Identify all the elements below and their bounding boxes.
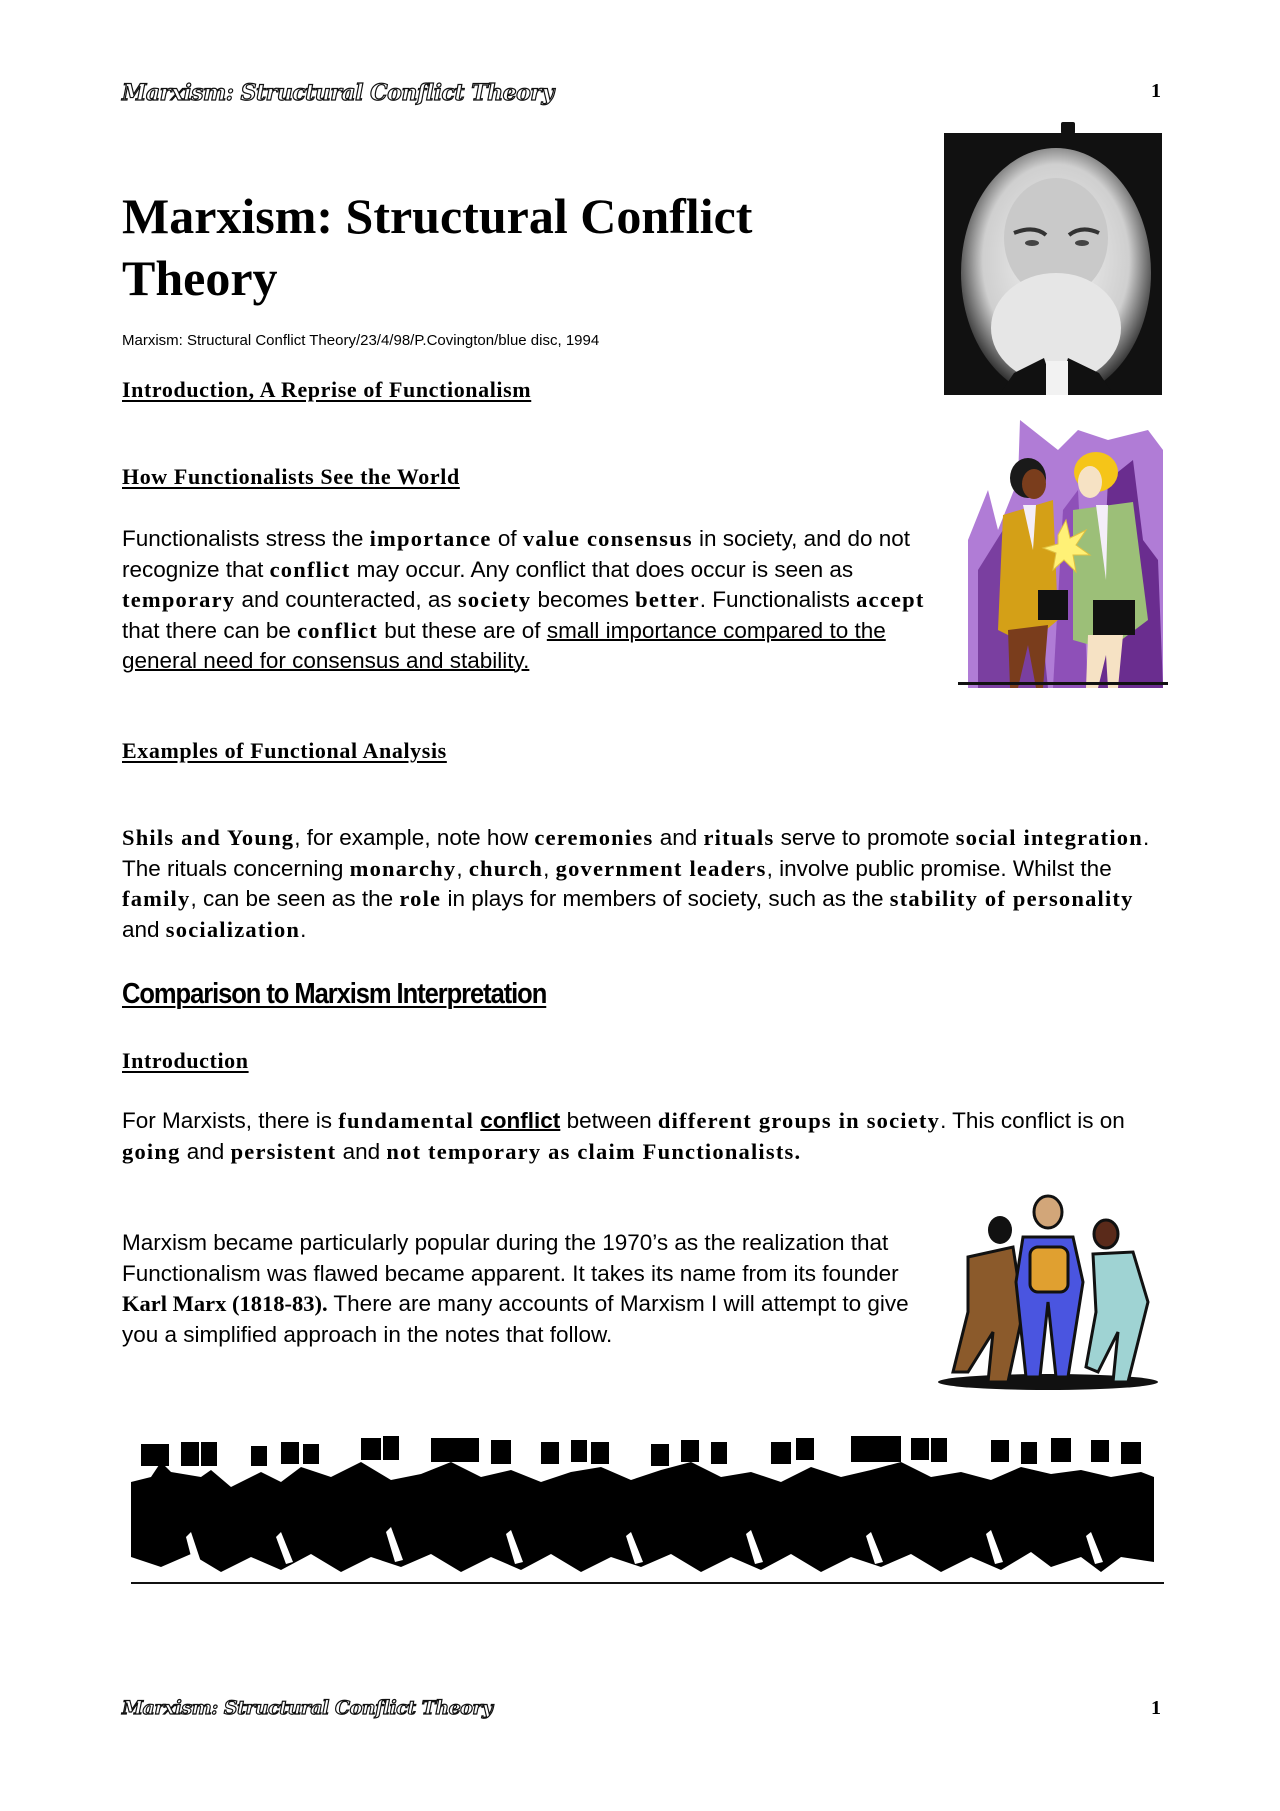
karl-marx-portrait <box>944 133 1162 395</box>
referee-clipart <box>928 1192 1168 1392</box>
title-line-1: Marxism: Structural Conflict <box>122 188 753 244</box>
document-meta-line: Marxism: Structural Conflict Theory/23/4/98/P.Covington/blue disc, 1994 <box>122 332 600 349</box>
header-page-number: 1 <box>1151 80 1161 102</box>
paragraph-marxists-conflict: For Marxists, there is fundamental conflict between different groups in society. This conflict is on going and persistent and not temporary as claim Functionalists. <box>122 1108 1125 1164</box>
page-title <box>122 185 752 309</box>
header-running-title: Marxism: Structural Conflict Theory <box>122 80 554 106</box>
section-heading-how-functionalists: How Functionalists See the World <box>122 464 460 489</box>
title-line-2: Theory <box>122 250 278 306</box>
paragraph-marxism-popular: Marxism became particularly popular during the 1970’s as the realization that Functionalism was flawed became apparent. It takes its name from its founder Karl Marx (1818-83). There are many accounts of Marxism I will attempt to give you a simplified approach in the notes that follow. <box>122 1230 909 1347</box>
section-heading-comparison: Comparison to Marxism Interpretation <box>122 978 547 1010</box>
section-heading-introduction: Introduction <box>122 1048 249 1073</box>
protest-march-banner <box>131 1432 1154 1575</box>
image-handle-icon <box>1061 122 1075 134</box>
paragraph-examples: Shils and Young, for example, note how ceremonies and rituals serve to promote social integration. The rituals concerning monarchy, church, government leaders, involve public promise. Whilst the family, can be seen as the role in plays for members of society, such as the stability of personality and socialization. <box>122 825 1150 942</box>
handshake-clipart <box>958 420 1168 688</box>
footer-running-title: Marxism: Structural Conflict Theory <box>122 1697 493 1719</box>
section-heading-examples: Examples of Functional Analysis <box>122 738 447 763</box>
paragraph-how-functionalists: Functionalists stress the importance of value consensus in society, and do not recognize that conflict may occur. Any conflict that does occur is seen as temporary and counteracted, as society becomes better. Functionalists accept that there can be conflict but these are of small importance compared to the general need for consensus and stability. <box>122 526 925 673</box>
section-heading-introduction-reprise: Introduction, A Reprise of Functionalism <box>122 377 532 402</box>
footer-page-number: 1 <box>1151 1697 1161 1719</box>
divider-line <box>131 1582 1164 1584</box>
